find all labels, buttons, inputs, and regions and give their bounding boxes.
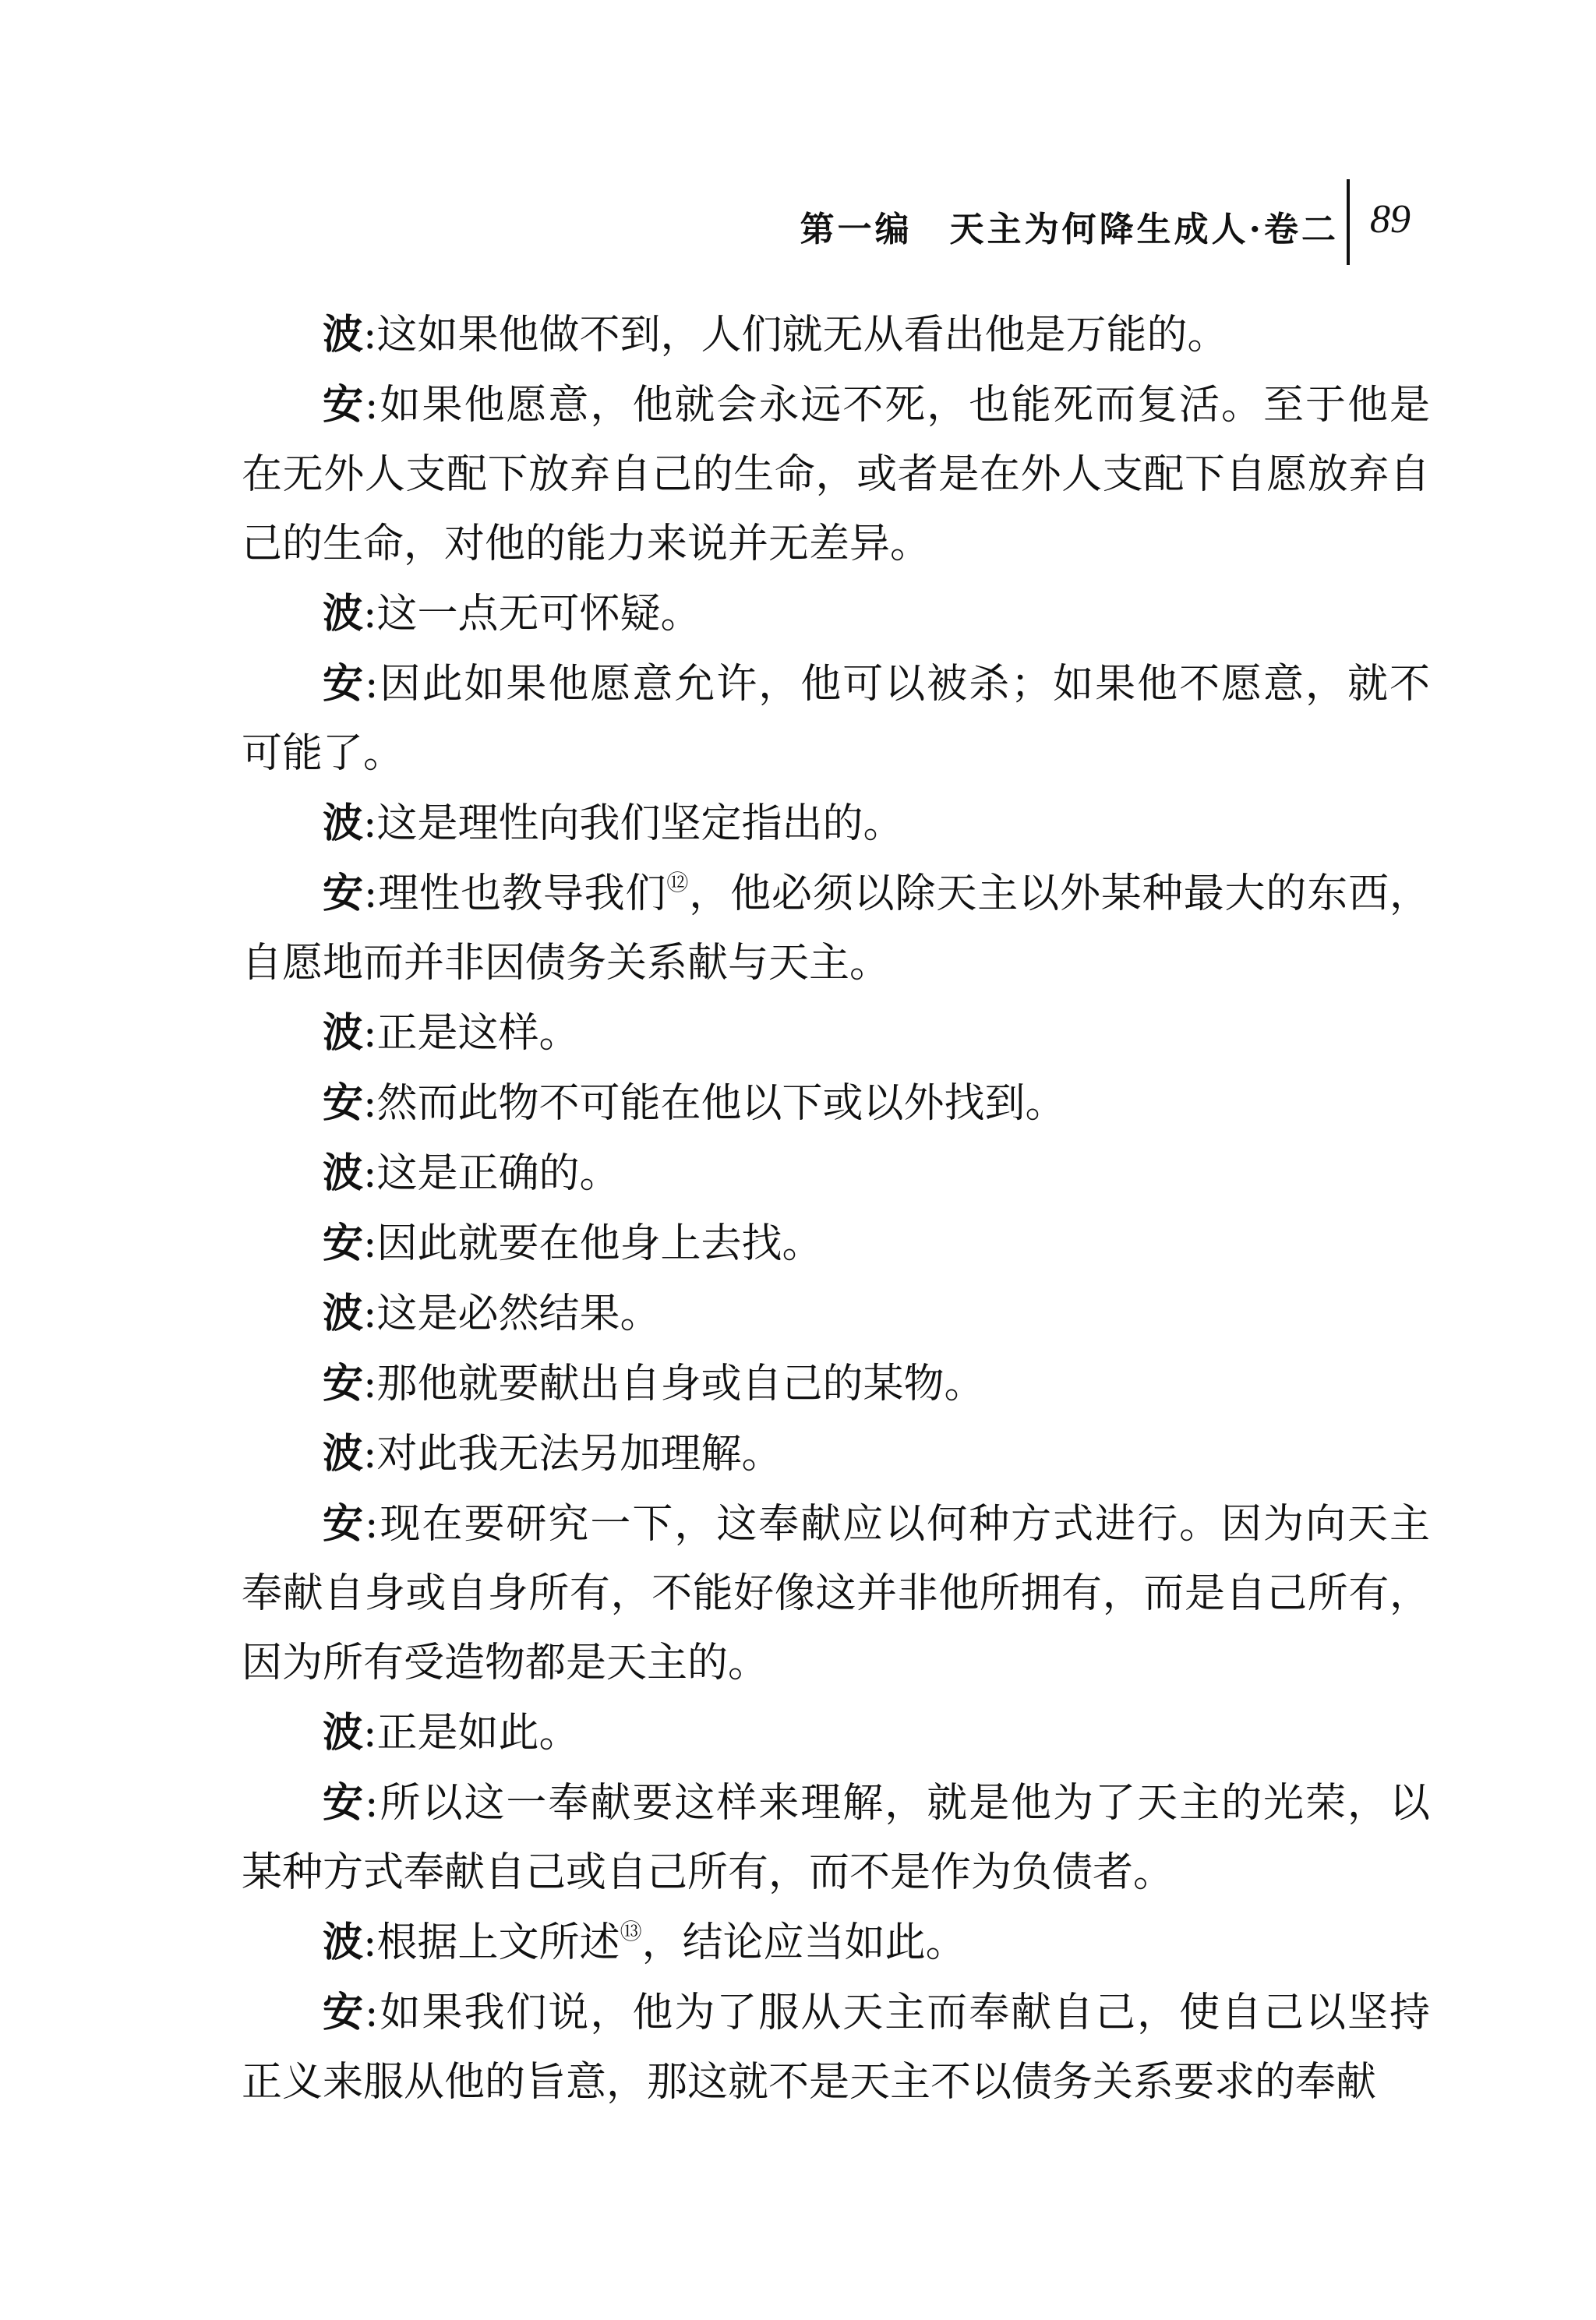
speaker-label: 波 bbox=[323, 1290, 364, 1337]
speaker-label: 安 bbox=[323, 1079, 364, 1127]
speaker-separator: : bbox=[363, 312, 377, 358]
speaker-separator: : bbox=[364, 1501, 379, 1548]
speaker-label: 安 bbox=[323, 660, 365, 708]
header-divider bbox=[1347, 179, 1350, 265]
speaker-label: 安 bbox=[323, 870, 364, 917]
dialogue-paragraph bbox=[242, 1139, 1430, 1209]
speaker-label: 波 bbox=[323, 590, 364, 637]
dialogue-paragraph bbox=[242, 998, 1430, 1068]
paragraph-text: 这是理性向我们坚定指出的。 bbox=[376, 800, 904, 847]
paragraph-text: 对此我无法另加理解。 bbox=[376, 1431, 782, 1478]
speaker-label: 波 bbox=[323, 1709, 364, 1757]
speaker-label: 安 bbox=[323, 1360, 364, 1407]
dialogue-paragraph bbox=[242, 1419, 1430, 1489]
paragraph-text: 根据上文所述 bbox=[376, 1919, 620, 1966]
paragraph-text: 这一点无可怀疑。 bbox=[376, 591, 701, 637]
paragraph-text-continued: ，结论应当如此。 bbox=[641, 1919, 966, 1966]
paragraph-text: 这是正确的。 bbox=[376, 1150, 620, 1197]
speaker-separator: : bbox=[363, 1919, 377, 1966]
paragraph-text-continued: ，他必须以除天主以外某种最大的东西，自愿地而并非因债务关系献与天主。 bbox=[242, 870, 1430, 987]
speaker-label: 波 bbox=[323, 1430, 364, 1478]
dialogue-paragraph bbox=[242, 1068, 1430, 1139]
speaker-label: 安 bbox=[323, 1220, 364, 1267]
speaker-separator: : bbox=[363, 800, 377, 847]
speaker-separator: : bbox=[363, 1150, 377, 1197]
paragraph-text: 如果他愿意，他就会永远不死，也能死而复活。至于他是在无外人支配下放弃自己的生命，或者是在外人支配下自愿放弃自己的生命，对他的能力来说并无差异。 bbox=[242, 382, 1430, 567]
dialogue-body bbox=[242, 300, 1430, 2117]
speaker-separator: : bbox=[363, 1710, 377, 1757]
dialogue-paragraph bbox=[242, 1908, 1430, 1978]
dialogue-paragraph bbox=[242, 1349, 1430, 1419]
dialogue-paragraph bbox=[242, 859, 1430, 998]
dialogue-paragraph bbox=[242, 1489, 1430, 1698]
dialogue-paragraph bbox=[242, 789, 1430, 859]
paragraph-text: 正是如此。 bbox=[376, 1710, 580, 1757]
speaker-label: 安 bbox=[323, 1500, 365, 1548]
paragraph-text: 理性也教导我们 bbox=[377, 870, 667, 917]
running-title: 第一编 天主为何降生成人·卷二 bbox=[800, 210, 1339, 249]
paragraph-text: 因此如果他愿意允许，他可以被杀；如果他不愿意，就不可能了。 bbox=[242, 661, 1430, 777]
speaker-separator: : bbox=[364, 1990, 379, 2036]
dialogue-paragraph bbox=[242, 300, 1430, 370]
paragraph-text: 然而此物不可能在他以下或以外找到。 bbox=[376, 1080, 1066, 1127]
speaker-separator: : bbox=[363, 1220, 377, 1267]
paragraph-text: 所以这一奉献要这样来理解，就是他为了天主的光荣，以某种方式奉献自己或自己所有，而不是作为负债者。 bbox=[242, 1780, 1430, 1896]
speaker-separator: : bbox=[363, 1431, 377, 1478]
speaker-separator: : bbox=[363, 591, 377, 637]
paragraph-text: 这是必然结果。 bbox=[376, 1291, 661, 1337]
speaker-label: 波 bbox=[323, 800, 364, 847]
dialogue-paragraph bbox=[242, 579, 1430, 649]
speaker-label: 安 bbox=[323, 381, 365, 429]
paragraph-text: 如果我们说，他为了服从天主而奉献自己，使自己以坚持正义来服从他的旨意，那这就不是天主不以债务关系要求的奉献 bbox=[242, 1990, 1430, 2106]
speaker-separator: : bbox=[363, 1361, 377, 1407]
speaker-label: 波 bbox=[323, 1009, 364, 1057]
speaker-label: 波 bbox=[323, 1149, 364, 1197]
dialogue-paragraph bbox=[242, 1209, 1430, 1279]
speaker-label: 安 bbox=[323, 1779, 365, 1827]
footnote-marker: ⑬ bbox=[620, 1919, 642, 1944]
speaker-separator: : bbox=[363, 1010, 377, 1057]
paragraph-text: 那他就要献出自身或自己的某物。 bbox=[376, 1361, 985, 1407]
speaker-label: 波 bbox=[323, 311, 364, 358]
speaker-separator: : bbox=[363, 1080, 377, 1127]
paragraph-text: 这如果他做不到，人们就无从看出他是万能的。 bbox=[376, 312, 1228, 358]
speaker-separator: : bbox=[364, 1780, 379, 1827]
speaker-separator: : bbox=[363, 870, 378, 917]
dialogue-paragraph bbox=[242, 1978, 1430, 2117]
paragraph-text: 现在要研究一下，这奉献应以何种方式进行。因为向天主奉献自身或自身所有，不能好像这并非他所拥有，而是自己所有，因为所有受造物都是天主的。 bbox=[242, 1501, 1430, 1686]
dialogue-paragraph bbox=[242, 370, 1430, 579]
page-header bbox=[0, 179, 1596, 265]
paragraph-text: 因此就要在他身上去找。 bbox=[376, 1220, 823, 1267]
paragraph-text: 正是这样。 bbox=[376, 1010, 580, 1057]
dialogue-paragraph bbox=[242, 1768, 1430, 1908]
speaker-label: 安 bbox=[323, 1989, 365, 2036]
speaker-label: 波 bbox=[323, 1919, 364, 1966]
footnote-marker: ⑫ bbox=[666, 870, 690, 895]
speaker-separator: : bbox=[363, 1291, 377, 1337]
dialogue-paragraph bbox=[242, 649, 1430, 789]
dialogue-paragraph bbox=[242, 1279, 1430, 1349]
dialogue-paragraph bbox=[242, 1698, 1430, 1768]
speaker-separator: : bbox=[364, 382, 379, 429]
page-number: 89 bbox=[1370, 197, 1411, 242]
speaker-separator: : bbox=[364, 661, 379, 708]
